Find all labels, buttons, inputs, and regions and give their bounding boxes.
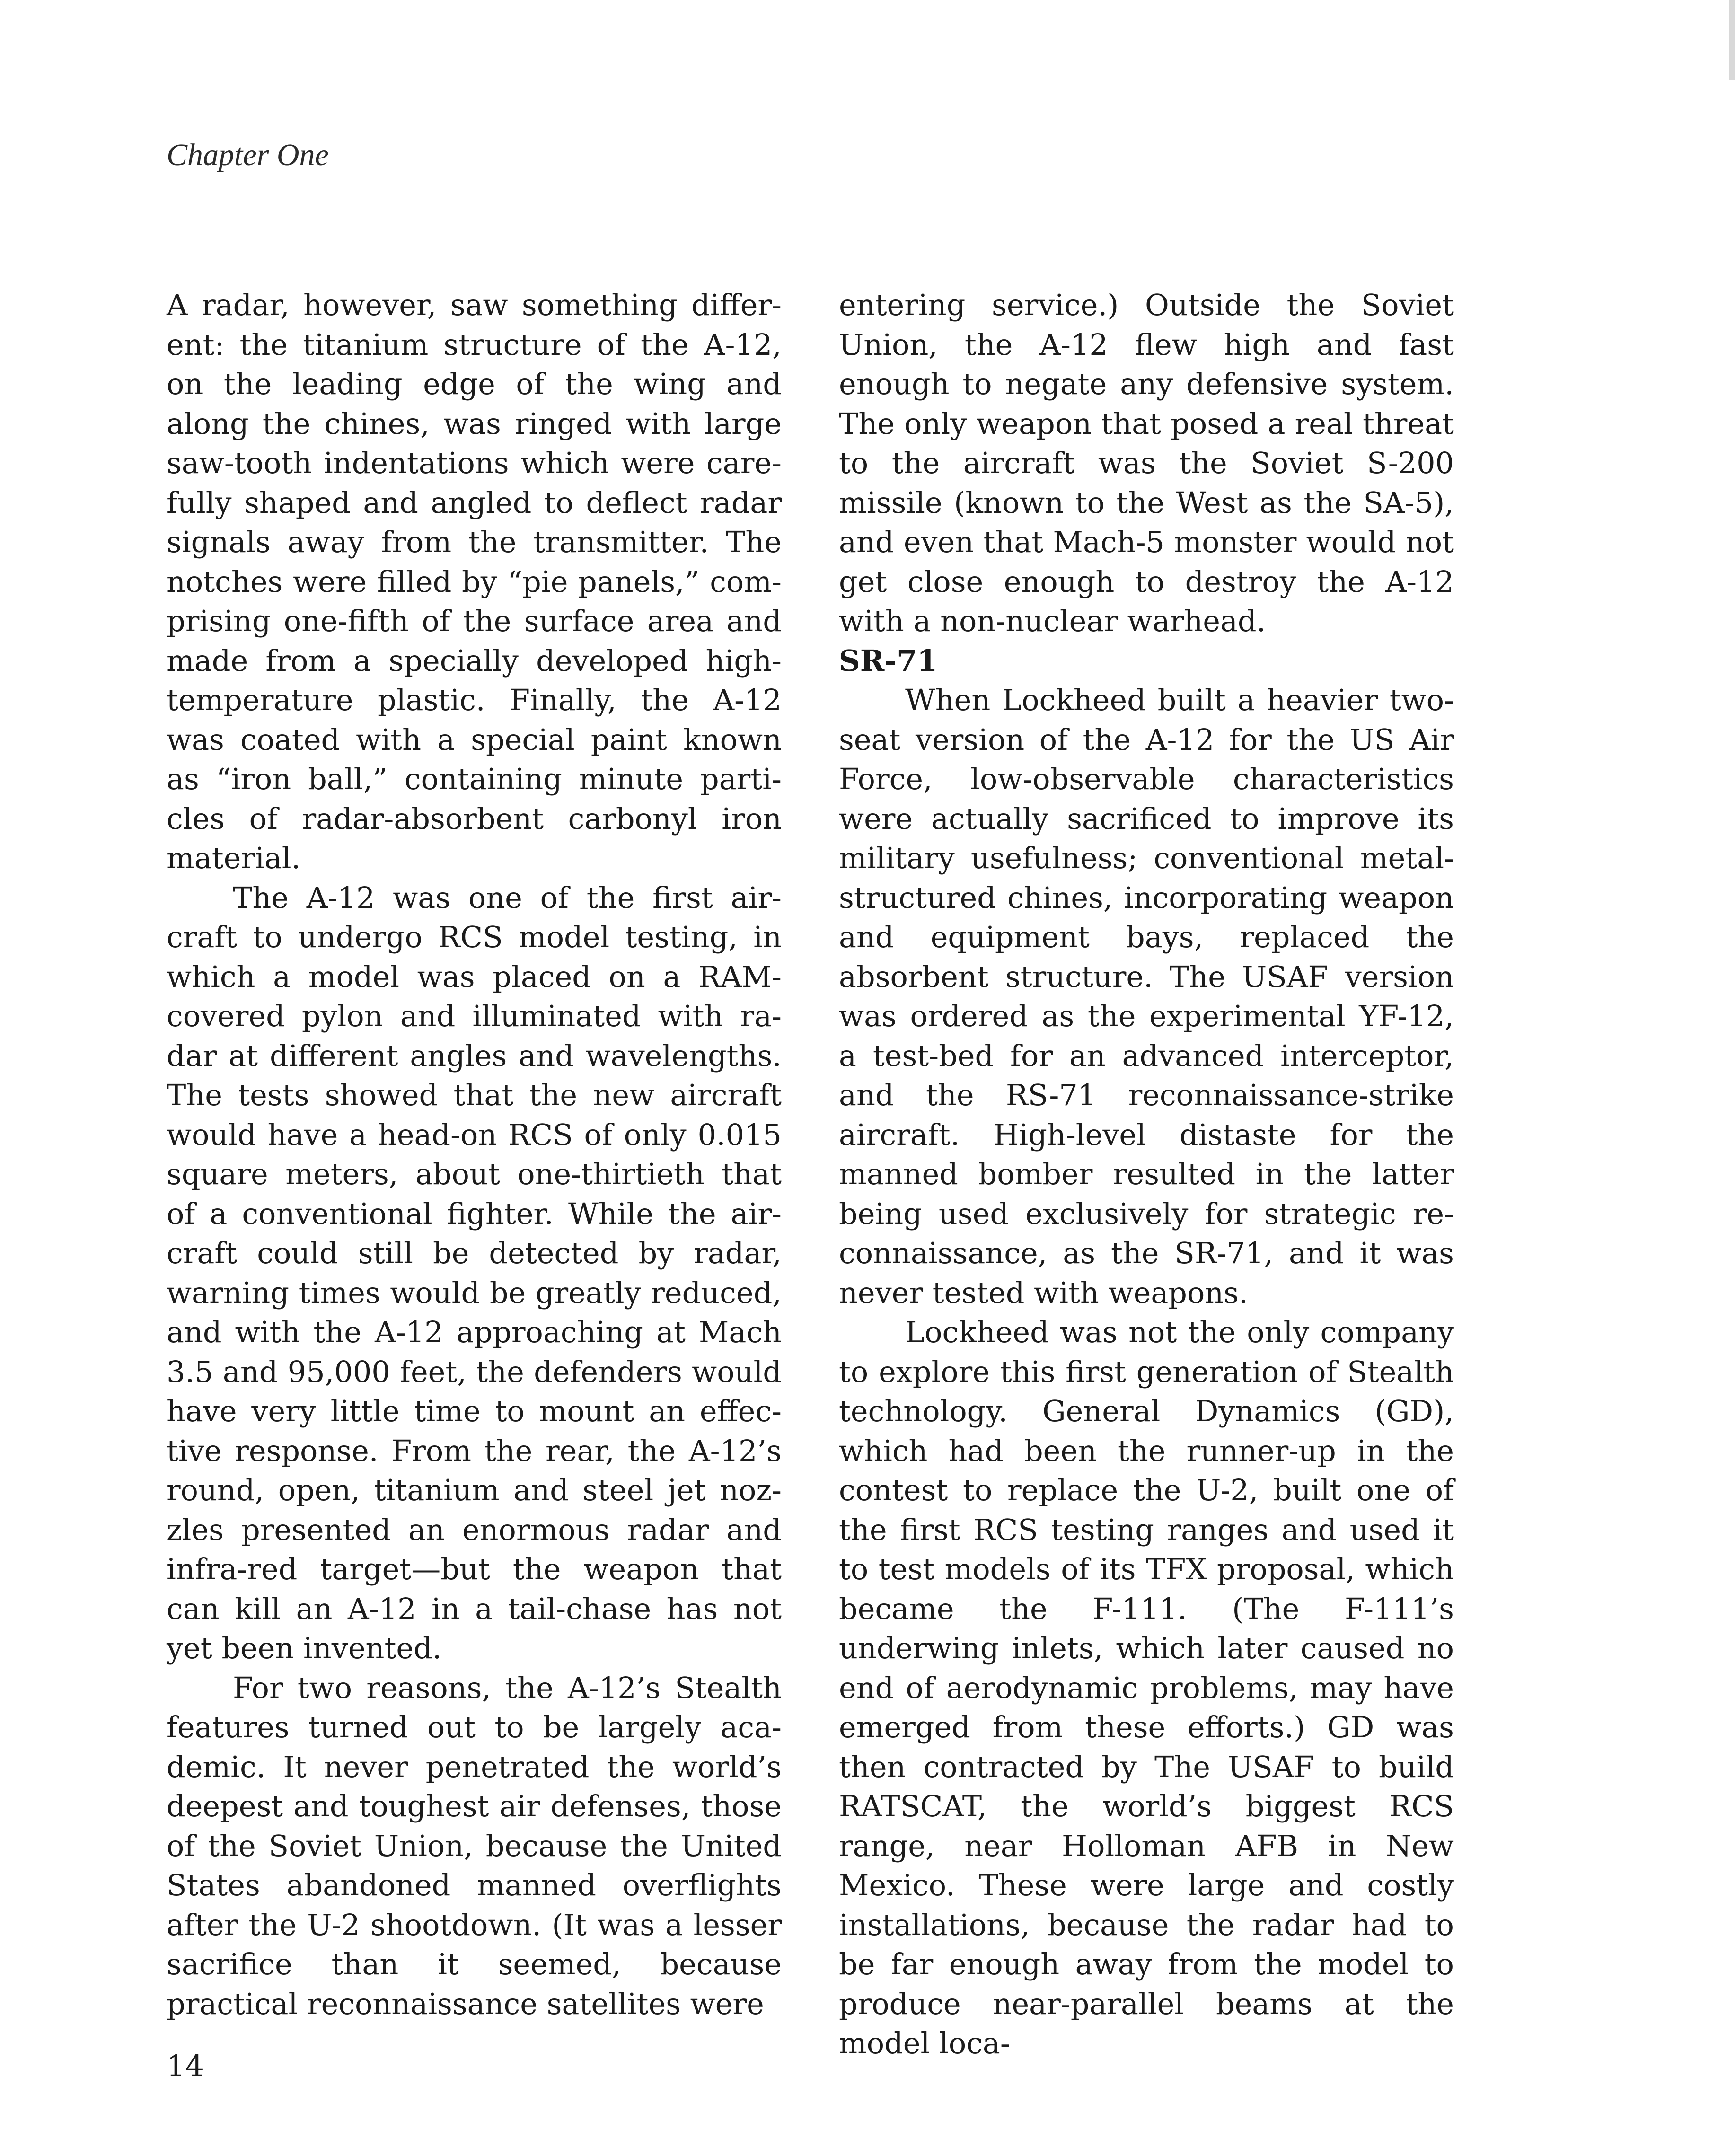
right-column (839, 285, 1454, 2063)
left-column (167, 285, 782, 2024)
page-number: 14 (167, 2049, 204, 2083)
paragraph-continuation: entering service.) Outside the Soviet Union, the A-12 flew high and fast enough to negate any defensive system. The only weapon that posed a real threat to the aircraft was the Soviet S-200 missile (known to the West as the SA-5), and even that Mach-5 monster would not get close enough to destroy the A-12 with a non-nuclear warhead. (839, 288, 1454, 638)
paragraph-radar-structure: A radar, however, saw something different: the titanium structure of the A-12, on the leading edge of the wing and along the chines, was ringed with large saw-tooth indentations which were carefully shaped and angled to deflect radar signals away from the transmitter. The notches were filled by “pie panels,” comprising one-fifth of the surface area and made from a specially developed high-temperature plastic. Finally, the A-12 was coated with a special paint known as “iron ball,” containing minute particles of radar-absorbent carbonyl iron material. (167, 288, 782, 875)
paragraph-sr71-version: When Lockheed built a heavier two-seat version of the A-12 for the US Air Force, low-observable characteristics were actually sacrificed to improve its military usefulness; conventional metal-structured chines, incorporating weapon and equipment bays, replaced the absorbent structure. The USAF version was ordered as the experimental YF-12, a test-bed for an advanced interceptor, and the RS-71 reconnaissance-strike aircraft. High-level distaste for the manned bomber resulted in the latter being used exclusively for strategic reconnaissance, as the SR-71, and it was never tested with weapons. (839, 683, 1454, 1310)
paragraph-rcs-testing: The A-12 was one of the first aircraft to undergo RCS model testing, in which a model was placed on a RAM-covered pylon and illuminated with radar at different angles and wavelengths. The tests showed that the new aircraft would have a head-on RCS of only 0.015 square meters, about one-thirtieth that of a conventional fighter. While the aircraft could still be detected by radar, warning times would be greatly reduced, and with the A-12 approaching at Mach 3.5 and 95,000 feet, the defenders would have very little time to mount an effective response. From the rear, the A-12’s round, open, titanium and steel jet nozzles presented an enormous radar and infra-red target—but the weapon that can kill an A-12 in a tail-chase has not yet been invented. (167, 880, 782, 1665)
running-header: Chapter One (167, 138, 329, 172)
page-edge-mark (1729, 0, 1735, 80)
paragraph-general-dynamics: Lockheed was not the only company to explore this first generation of Stealth technology. General Dynamics (GD), which had been the runner-up in the contest to replace the U-2, built one of the first RCS testing ranges and used it to test models of its TFX proposal, which became the F-111. (The F-111’s underwing inlets, which later caused no end of aerodynamic problems, may have emerged from these efforts.) GD was then contracted by The USAF to build RATSCAT, the world’s biggest RCS range, near Holloman AFB in New Mexico. These were large and costly installations, because the radar had to be far enough away from the model to produce near-parallel beams at the model loca- (839, 1315, 1454, 2060)
section-heading-sr71: SR-71 (839, 643, 938, 678)
paragraph-stealth-academic: For two reasons, the A-12’s Stealth features turned out to be largely academic. It never penetrated the world’s deepest and toughest air defenses, those of the Soviet Union, because the United States abandoned manned overflights after the U-2 shootdown. (It was a lesser sacrifice than it seemed, because practical reconnaissance satellites were (167, 1670, 782, 2021)
